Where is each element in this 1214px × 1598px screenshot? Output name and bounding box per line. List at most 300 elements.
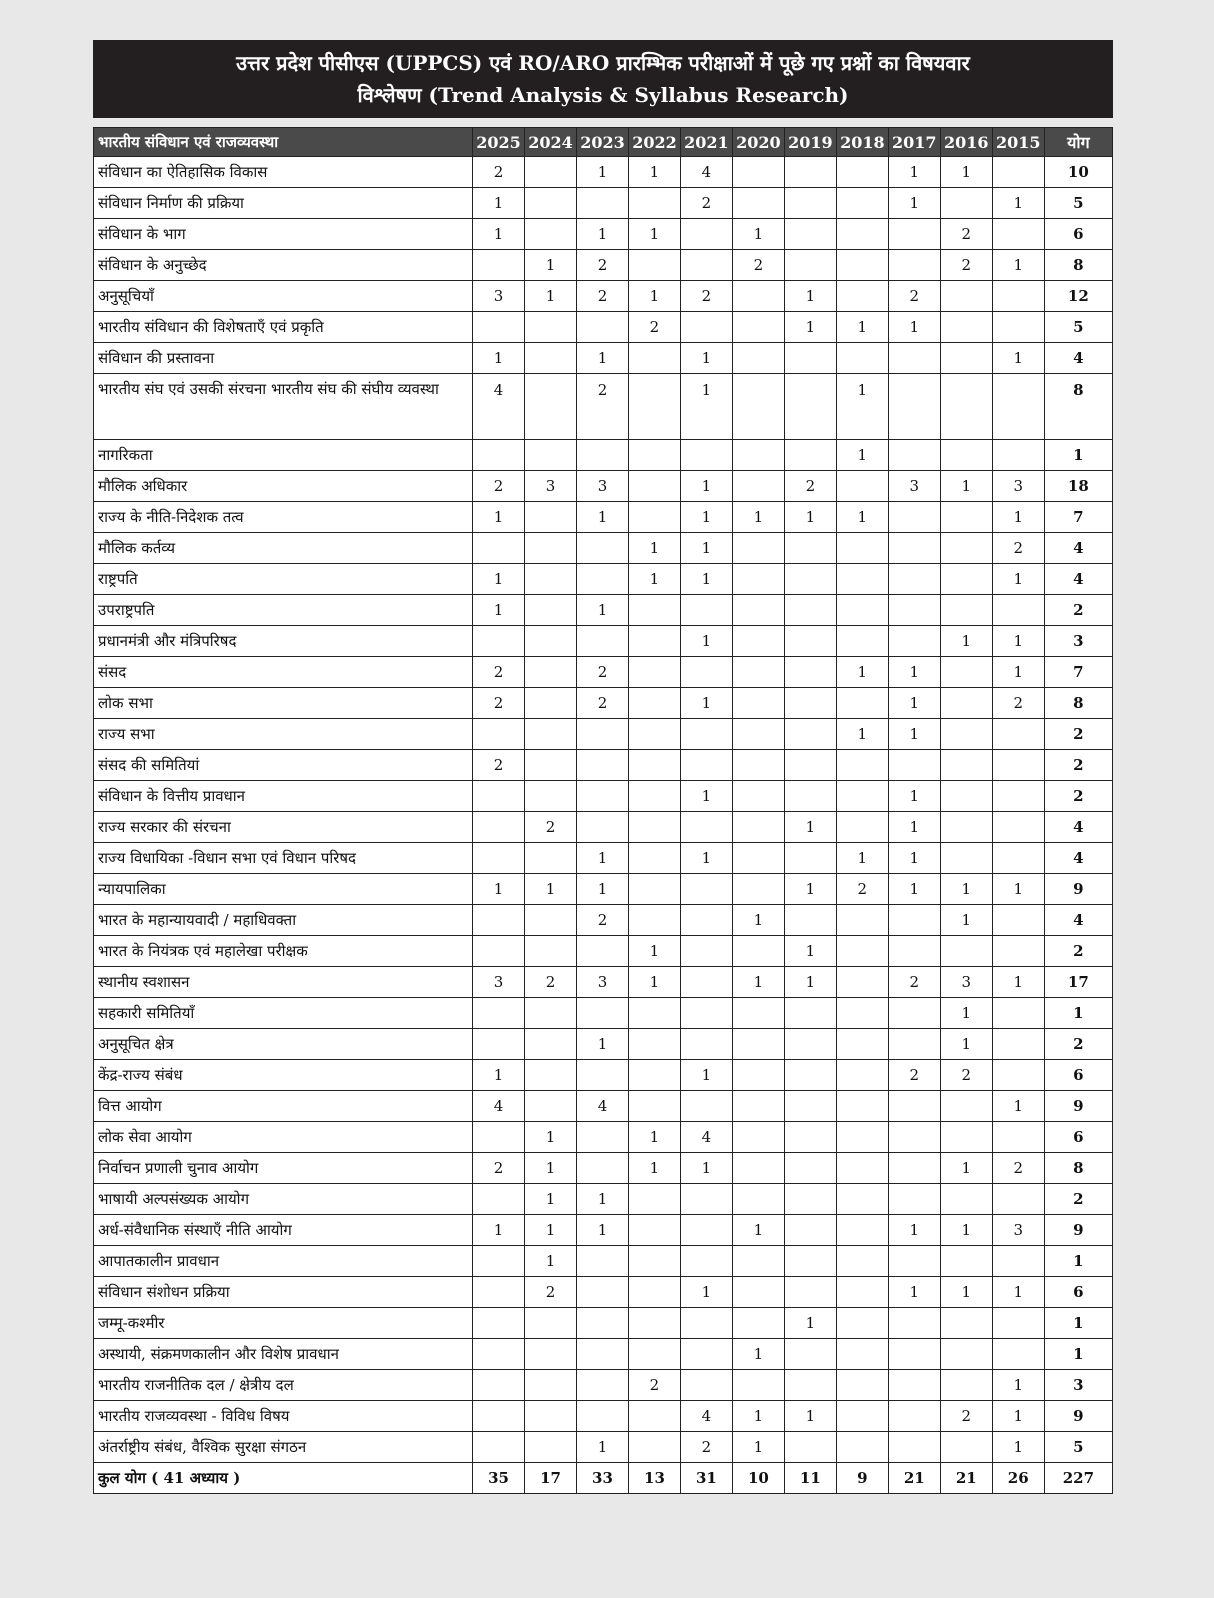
table-row bbox=[94, 1277, 1113, 1308]
count-cell bbox=[784, 1277, 836, 1308]
count-cell: 1 bbox=[784, 281, 836, 312]
count-cell bbox=[992, 1122, 1044, 1153]
row-total-cell: 8 bbox=[1044, 250, 1112, 281]
count-cell: 1 bbox=[732, 905, 784, 936]
count-cell bbox=[732, 157, 784, 188]
count-cell: 2 bbox=[940, 250, 992, 281]
count-cell bbox=[992, 936, 1044, 967]
count-cell bbox=[784, 1215, 836, 1246]
count-cell: 1 bbox=[732, 1339, 784, 1370]
page bbox=[93, 40, 1113, 1494]
count-cell bbox=[473, 533, 525, 564]
count-cell bbox=[888, 1339, 940, 1370]
row-total-cell: 5 bbox=[1044, 188, 1112, 219]
table-row bbox=[94, 471, 1113, 502]
count-cell: 1 bbox=[732, 1401, 784, 1432]
count-cell bbox=[784, 626, 836, 657]
count-cell bbox=[525, 1370, 577, 1401]
count-cell bbox=[680, 967, 732, 998]
count-cell bbox=[888, 250, 940, 281]
count-cell: 4 bbox=[577, 1091, 629, 1122]
table-row bbox=[94, 1091, 1113, 1122]
topic-cell: लोक सेवा आयोग bbox=[94, 1122, 473, 1153]
year-column-header: 2023 bbox=[577, 128, 629, 157]
count-cell: 1 bbox=[680, 533, 732, 564]
count-cell bbox=[992, 1339, 1044, 1370]
count-cell: 1 bbox=[836, 502, 888, 533]
count-cell bbox=[836, 1029, 888, 1060]
table-row bbox=[94, 1184, 1113, 1215]
count-cell: 1 bbox=[628, 281, 680, 312]
count-cell bbox=[836, 688, 888, 719]
table-row bbox=[94, 1401, 1113, 1432]
topic-cell: संविधान के भाग bbox=[94, 219, 473, 250]
count-cell bbox=[628, 1184, 680, 1215]
count-cell: 1 bbox=[940, 1153, 992, 1184]
count-cell: 1 bbox=[680, 1060, 732, 1091]
count-cell: 2 bbox=[940, 1401, 992, 1432]
count-cell bbox=[680, 812, 732, 843]
count-cell bbox=[940, 1091, 992, 1122]
count-cell bbox=[940, 1339, 992, 1370]
count-cell bbox=[473, 1122, 525, 1153]
count-cell bbox=[992, 157, 1044, 188]
count-cell bbox=[836, 281, 888, 312]
count-cell bbox=[836, 250, 888, 281]
count-cell: 2 bbox=[680, 188, 732, 219]
count-cell: 3 bbox=[473, 281, 525, 312]
count-cell: 1 bbox=[888, 719, 940, 750]
count-cell: 1 bbox=[992, 1370, 1044, 1401]
count-cell: 2 bbox=[888, 1060, 940, 1091]
count-cell: 2 bbox=[473, 157, 525, 188]
count-cell: 1 bbox=[680, 471, 732, 502]
count-cell bbox=[732, 750, 784, 781]
row-total-cell: 1 bbox=[1044, 1339, 1112, 1370]
count-cell bbox=[732, 1246, 784, 1277]
count-cell bbox=[732, 688, 784, 719]
count-cell: 1 bbox=[836, 657, 888, 688]
count-cell: 1 bbox=[577, 157, 629, 188]
count-cell: 2 bbox=[577, 281, 629, 312]
topic-cell: निर्वाचन प्रणाली चुनाव आयोग bbox=[94, 1153, 473, 1184]
count-cell bbox=[888, 1029, 940, 1060]
count-cell bbox=[680, 595, 732, 626]
count-cell bbox=[992, 719, 1044, 750]
topic-cell: अस्थायी, संक्रमणकालीन और विशेष प्रावधान bbox=[94, 1339, 473, 1370]
count-cell: 1 bbox=[628, 219, 680, 250]
count-cell bbox=[836, 1308, 888, 1339]
count-cell bbox=[628, 874, 680, 905]
year-column-header: 2020 bbox=[732, 128, 784, 157]
summary-label: कुल योग ( 41 अध्याय ) bbox=[94, 1463, 473, 1494]
count-cell: 2 bbox=[628, 1370, 680, 1401]
count-cell: 1 bbox=[525, 281, 577, 312]
count-cell: 1 bbox=[628, 564, 680, 595]
count-cell bbox=[577, 1060, 629, 1091]
count-cell bbox=[940, 1184, 992, 1215]
row-total-cell: 2 bbox=[1044, 781, 1112, 812]
count-cell: 2 bbox=[680, 281, 732, 312]
summary-cell: 17 bbox=[525, 1463, 577, 1494]
table-row bbox=[94, 533, 1113, 564]
count-cell bbox=[784, 1432, 836, 1463]
table-row bbox=[94, 781, 1113, 812]
table-row bbox=[94, 250, 1113, 281]
row-total-cell: 8 bbox=[1044, 374, 1112, 440]
count-cell bbox=[628, 1215, 680, 1246]
count-cell bbox=[473, 1029, 525, 1060]
table-row bbox=[94, 1122, 1113, 1153]
count-cell: 2 bbox=[473, 657, 525, 688]
count-cell bbox=[732, 1370, 784, 1401]
count-cell bbox=[473, 1308, 525, 1339]
topic-cell: संविधान का ऐतिहासिक विकास bbox=[94, 157, 473, 188]
count-cell bbox=[680, 312, 732, 343]
count-cell bbox=[473, 998, 525, 1029]
count-cell: 1 bbox=[784, 812, 836, 843]
count-cell bbox=[628, 626, 680, 657]
count-cell: 1 bbox=[473, 564, 525, 595]
count-cell bbox=[525, 1339, 577, 1370]
table-row bbox=[94, 1153, 1113, 1184]
topic-cell: मौलिक कर्तव्य bbox=[94, 533, 473, 564]
count-cell bbox=[992, 843, 1044, 874]
count-cell bbox=[784, 595, 836, 626]
count-cell: 1 bbox=[577, 502, 629, 533]
count-cell bbox=[525, 564, 577, 595]
summary-cell: 35 bbox=[473, 1463, 525, 1494]
table-row bbox=[94, 219, 1113, 250]
count-cell bbox=[992, 1060, 1044, 1091]
count-cell bbox=[525, 1060, 577, 1091]
count-cell: 1 bbox=[784, 1401, 836, 1432]
count-cell bbox=[628, 843, 680, 874]
count-cell bbox=[680, 998, 732, 1029]
count-cell bbox=[473, 936, 525, 967]
row-total-cell: 8 bbox=[1044, 1153, 1112, 1184]
topic-cell: जम्मू-कश्मीर bbox=[94, 1308, 473, 1339]
count-cell bbox=[732, 1184, 784, 1215]
count-cell: 1 bbox=[940, 1277, 992, 1308]
count-cell bbox=[680, 1215, 732, 1246]
year-column-header: 2022 bbox=[628, 128, 680, 157]
count-cell: 1 bbox=[680, 564, 732, 595]
topic-cell: प्रधानमंत्री और मंत्रिपरिषद bbox=[94, 626, 473, 657]
count-cell: 1 bbox=[888, 812, 940, 843]
topic-cell: राज्य विधायिका -विधान सभा एवं विधान परिषद bbox=[94, 843, 473, 874]
count-cell bbox=[940, 781, 992, 812]
count-cell bbox=[888, 440, 940, 471]
count-cell bbox=[940, 750, 992, 781]
count-cell: 1 bbox=[473, 502, 525, 533]
count-cell: 1 bbox=[888, 781, 940, 812]
count-cell: 2 bbox=[473, 1153, 525, 1184]
count-cell bbox=[784, 188, 836, 219]
count-cell bbox=[888, 1401, 940, 1432]
count-cell bbox=[732, 626, 784, 657]
table-row bbox=[94, 626, 1113, 657]
row-total-cell: 4 bbox=[1044, 343, 1112, 374]
topic-cell: राष्ट्रपति bbox=[94, 564, 473, 595]
count-cell bbox=[628, 750, 680, 781]
grand-total-cell: 227 bbox=[1044, 1463, 1112, 1494]
count-cell bbox=[888, 1246, 940, 1277]
count-cell bbox=[784, 440, 836, 471]
count-cell bbox=[940, 688, 992, 719]
count-cell bbox=[473, 312, 525, 343]
topic-cell: राज्य के नीति-निदेशक तत्व bbox=[94, 502, 473, 533]
count-cell bbox=[577, 626, 629, 657]
summary-cell: 9 bbox=[836, 1463, 888, 1494]
count-cell: 1 bbox=[784, 874, 836, 905]
count-cell bbox=[940, 281, 992, 312]
count-cell bbox=[888, 1370, 940, 1401]
count-cell bbox=[992, 1029, 1044, 1060]
summary-cell: 13 bbox=[628, 1463, 680, 1494]
count-cell bbox=[992, 219, 1044, 250]
count-cell bbox=[525, 1401, 577, 1432]
count-cell bbox=[888, 595, 940, 626]
count-cell bbox=[577, 936, 629, 967]
count-cell: 2 bbox=[473, 471, 525, 502]
count-cell bbox=[473, 812, 525, 843]
count-cell bbox=[577, 1122, 629, 1153]
count-cell bbox=[836, 564, 888, 595]
summary-cell: 21 bbox=[940, 1463, 992, 1494]
count-cell bbox=[473, 719, 525, 750]
topic-cell: मौलिक अधिकार bbox=[94, 471, 473, 502]
topic-cell: अर्ध-संवैधानिक संस्थाएँ नीति आयोग bbox=[94, 1215, 473, 1246]
count-cell bbox=[577, 533, 629, 564]
count-cell: 1 bbox=[525, 1184, 577, 1215]
topic-cell: राज्य सभा bbox=[94, 719, 473, 750]
count-cell bbox=[888, 626, 940, 657]
count-cell bbox=[940, 564, 992, 595]
count-cell: 1 bbox=[940, 471, 992, 502]
count-cell bbox=[732, 812, 784, 843]
row-total-cell: 8 bbox=[1044, 688, 1112, 719]
count-cell: 1 bbox=[577, 595, 629, 626]
count-cell bbox=[940, 312, 992, 343]
count-cell bbox=[836, 595, 888, 626]
count-cell: 1 bbox=[680, 626, 732, 657]
summary-cell: 10 bbox=[732, 1463, 784, 1494]
count-cell bbox=[888, 936, 940, 967]
count-cell bbox=[940, 843, 992, 874]
count-cell: 1 bbox=[992, 1401, 1044, 1432]
count-cell bbox=[784, 343, 836, 374]
topic-cell: सहकारी समितियाँ bbox=[94, 998, 473, 1029]
summary-cell: 31 bbox=[680, 1463, 732, 1494]
count-cell bbox=[836, 471, 888, 502]
count-cell bbox=[732, 471, 784, 502]
count-cell bbox=[836, 1401, 888, 1432]
count-cell: 4 bbox=[680, 1401, 732, 1432]
count-cell bbox=[784, 374, 836, 440]
count-cell bbox=[525, 157, 577, 188]
row-total-cell: 9 bbox=[1044, 1215, 1112, 1246]
count-cell bbox=[888, 998, 940, 1029]
count-cell bbox=[732, 595, 784, 626]
count-cell bbox=[992, 1308, 1044, 1339]
summary-cell: 11 bbox=[784, 1463, 836, 1494]
count-cell bbox=[628, 812, 680, 843]
year-column-header: 2015 bbox=[992, 128, 1044, 157]
count-cell bbox=[732, 1029, 784, 1060]
count-cell bbox=[888, 1308, 940, 1339]
count-cell bbox=[784, 657, 836, 688]
count-cell bbox=[732, 936, 784, 967]
count-cell bbox=[992, 1246, 1044, 1277]
row-total-cell: 6 bbox=[1044, 1122, 1112, 1153]
count-cell: 2 bbox=[577, 905, 629, 936]
title-line-2: विश्लेषण (Trend Analysis & Syllabus Research) bbox=[357, 83, 849, 107]
count-cell bbox=[525, 719, 577, 750]
count-cell bbox=[836, 1432, 888, 1463]
count-cell bbox=[577, 1339, 629, 1370]
count-cell bbox=[628, 1091, 680, 1122]
count-cell: 1 bbox=[888, 312, 940, 343]
count-cell bbox=[680, 750, 732, 781]
count-cell bbox=[628, 1029, 680, 1060]
count-cell bbox=[732, 781, 784, 812]
table-row bbox=[94, 1029, 1113, 1060]
count-cell: 1 bbox=[732, 219, 784, 250]
row-total-cell: 12 bbox=[1044, 281, 1112, 312]
count-cell: 1 bbox=[940, 1029, 992, 1060]
count-cell bbox=[628, 471, 680, 502]
count-cell bbox=[992, 440, 1044, 471]
topic-cell: भारतीय संविधान की विशेषताएँ एवं प्रकृति bbox=[94, 312, 473, 343]
count-cell: 3 bbox=[940, 967, 992, 998]
count-cell: 1 bbox=[525, 1153, 577, 1184]
row-total-cell: 2 bbox=[1044, 936, 1112, 967]
count-cell: 1 bbox=[473, 343, 525, 374]
count-cell bbox=[577, 998, 629, 1029]
title-banner bbox=[93, 40, 1113, 118]
count-cell bbox=[577, 781, 629, 812]
count-cell: 1 bbox=[784, 1308, 836, 1339]
count-cell bbox=[628, 1339, 680, 1370]
count-cell bbox=[680, 250, 732, 281]
row-total-cell: 4 bbox=[1044, 905, 1112, 936]
count-cell bbox=[577, 188, 629, 219]
count-cell bbox=[888, 1184, 940, 1215]
count-cell: 1 bbox=[680, 374, 732, 440]
count-cell: 1 bbox=[888, 157, 940, 188]
count-cell bbox=[992, 812, 1044, 843]
count-cell: 2 bbox=[525, 1277, 577, 1308]
count-cell: 1 bbox=[992, 874, 1044, 905]
count-cell bbox=[680, 440, 732, 471]
count-cell bbox=[473, 1401, 525, 1432]
count-cell bbox=[473, 1246, 525, 1277]
count-cell bbox=[784, 1184, 836, 1215]
count-cell bbox=[628, 998, 680, 1029]
count-cell bbox=[888, 1432, 940, 1463]
count-cell: 2 bbox=[577, 250, 629, 281]
total-column-header: योग bbox=[1044, 128, 1112, 157]
count-cell bbox=[525, 688, 577, 719]
count-cell bbox=[628, 719, 680, 750]
count-cell bbox=[525, 936, 577, 967]
row-total-cell: 9 bbox=[1044, 874, 1112, 905]
topic-cell: राज्य सरकार की संरचना bbox=[94, 812, 473, 843]
count-cell bbox=[888, 219, 940, 250]
count-cell bbox=[992, 750, 1044, 781]
table-row bbox=[94, 657, 1113, 688]
count-cell: 1 bbox=[680, 781, 732, 812]
count-cell bbox=[836, 1122, 888, 1153]
year-column-header: 2019 bbox=[784, 128, 836, 157]
count-cell: 3 bbox=[888, 471, 940, 502]
count-cell bbox=[784, 1122, 836, 1153]
count-cell: 1 bbox=[577, 1029, 629, 1060]
row-total-cell: 7 bbox=[1044, 502, 1112, 533]
count-cell: 1 bbox=[577, 1184, 629, 1215]
row-total-cell: 2 bbox=[1044, 719, 1112, 750]
count-cell: 2 bbox=[992, 1153, 1044, 1184]
table-row bbox=[94, 843, 1113, 874]
summary-cell: 21 bbox=[888, 1463, 940, 1494]
topic-cell: संविधान संशोधन प्रक्रिया bbox=[94, 1277, 473, 1308]
count-cell: 1 bbox=[628, 1122, 680, 1153]
topic-cell: स्थानीय स्वशासन bbox=[94, 967, 473, 998]
row-total-cell: 4 bbox=[1044, 564, 1112, 595]
count-cell: 1 bbox=[992, 626, 1044, 657]
count-cell: 2 bbox=[784, 471, 836, 502]
count-cell bbox=[992, 281, 1044, 312]
count-cell: 1 bbox=[940, 626, 992, 657]
count-cell bbox=[836, 781, 888, 812]
count-cell bbox=[888, 502, 940, 533]
count-cell bbox=[784, 750, 836, 781]
count-cell bbox=[680, 719, 732, 750]
count-cell: 1 bbox=[836, 374, 888, 440]
header-row bbox=[94, 128, 1113, 157]
count-cell: 1 bbox=[992, 502, 1044, 533]
count-cell bbox=[473, 1370, 525, 1401]
count-cell: 1 bbox=[784, 312, 836, 343]
count-cell: 1 bbox=[992, 1277, 1044, 1308]
count-cell bbox=[836, 1339, 888, 1370]
row-total-cell: 3 bbox=[1044, 626, 1112, 657]
count-cell bbox=[888, 1153, 940, 1184]
count-cell: 1 bbox=[836, 312, 888, 343]
count-cell bbox=[940, 343, 992, 374]
count-cell bbox=[784, 564, 836, 595]
count-cell bbox=[525, 219, 577, 250]
title-line-1: उत्तर प्रदेश पीसीएस (UPPCS) एवं RO/ARO प्रारम्भिक परीक्षाओं में पूछे गए प्रश्नों का विषयवार bbox=[236, 51, 970, 75]
row-total-cell: 6 bbox=[1044, 1060, 1112, 1091]
count-cell bbox=[784, 1060, 836, 1091]
count-cell: 2 bbox=[577, 657, 629, 688]
table-row bbox=[94, 750, 1113, 781]
count-cell bbox=[784, 1370, 836, 1401]
count-cell: 2 bbox=[473, 750, 525, 781]
count-cell: 1 bbox=[628, 936, 680, 967]
count-cell bbox=[888, 750, 940, 781]
analysis-table bbox=[93, 127, 1113, 1494]
year-column-header: 2024 bbox=[525, 128, 577, 157]
count-cell: 3 bbox=[525, 471, 577, 502]
table-row bbox=[94, 1432, 1113, 1463]
count-cell bbox=[784, 533, 836, 564]
count-cell: 1 bbox=[525, 1215, 577, 1246]
count-cell bbox=[836, 905, 888, 936]
count-cell bbox=[940, 657, 992, 688]
